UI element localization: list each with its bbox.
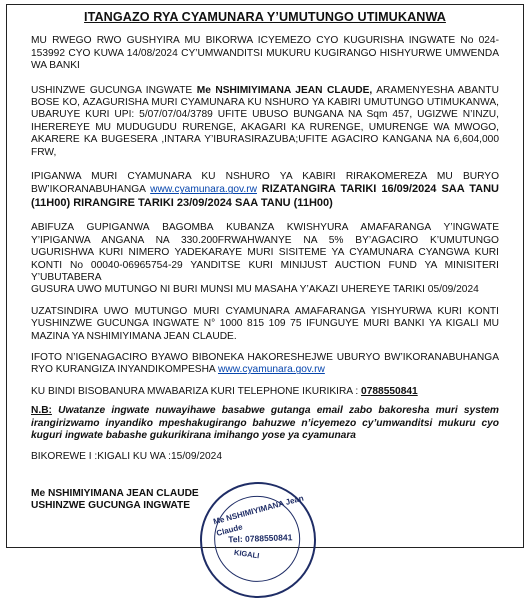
auction-dates: RIZATANGIRA TARIKI 16/09/2024 SAA TANU (11H00) RIRANGIRE TARIKI 23/09/2024 SAA TANU (11H00) (31, 183, 499, 209)
paragraph-execution-order: MU RWEGO RWO GUSHYIRA MU BIKORWA ICYEMEZO CYO KUGURISHA INGWATE No 024-153992 CYO KUWA 14/08/2024 CY’UMWANDITSI MUKURU KUGIRANGO HISHYURWE UMWENDA WA BANKI (31, 35, 499, 72)
cyamunara-website-link[interactable]: www.cyamunara.gov.rw (150, 184, 257, 196)
nb-label: N.B: (31, 405, 52, 417)
paragraph-nota-bene (31, 405, 499, 442)
paragraph-auction-schedule (31, 171, 499, 210)
guarantor-name: Me NSHIMIYIMANA JEAN CLAUDE, (196, 84, 373, 96)
signer-role: USHINZWE GUCUNGA INGWATE (31, 500, 191, 512)
property-description-text: ARAMENYESHA ABANTU BOSE KO, AZAGURISHA MURI CYAMUNARA KU NSHURO YA KABIRI UMUTUNGO UTIMUKANWA, UBARUYE KURI UPI: 5/07/07/04/3789 UFITE UBUSO BUNGANA NA Sqm 457, UGIZWE N’INZU, IHEREREYE MU MUDUGUDU RURENGE, AKAGARI KA RURENGE, UMURENGE WA MWOGO, AKARERE KA BUGESERA ,INTARA Y’IBURASIRAZUBA;UFITE AGACIRO KANGANA NA 6,604,000 FRW, (31, 84, 499, 158)
paragraph-visiting-hours: GUSURA UWO MUTUNGO NI BURI MUNSI MU MASAHA Y’AKAZI UHEREYE TARIKI 05/09/2024 (31, 284, 479, 296)
stamp-name-text: Me NSHIMIYIMANA Jean Claude (212, 493, 305, 539)
contact-text: KU BINDI BISOBANURA MWABARIZA KURI TELEPHONE IKURIKIRA : (31, 385, 359, 397)
paragraph-payment-account: UZATSINDIRA UWO MUTUNGO MURI CYAMUNARA AMAFARANGA YISHYURWA KURI KONTI YUSHINZWE GUCUNGA INGWATE N° 1000 815 109 75 IFUNGUYE MURI BANKI YA KIGALI MU MAZINA YA NSHIMIYIMANA JEAN CLAUDE. (31, 305, 499, 342)
contact-phone-number: 0788550841 (361, 385, 418, 397)
cyamunara-website-link-2[interactable]: www.cyamunara.gov.rw (218, 364, 325, 376)
paragraph-contact-phone (31, 386, 499, 398)
stamp-city-text: KIGALI (233, 547, 260, 561)
paragraph-bidding-deposit: ABIFUZA GUPIGANWA BAGOMBA KUBANZA KWISHYURA AMAFARANGA Y’INGWATE Y’IPIGANWA ANGANA NA 330.200FRWAHWANYE NA 5% BY’AGACIRO K’UMUTUNGO UGURISHWA KURI NIMERO YADEKARAYE MURI SISITEME YA CYAMUNARA CYANGWA KURI KONTI No 00040-06965754-29 YANDITSE KURI MINIJUST AUCTION FUND YA MINISITERI Y’UBUTABERA (31, 222, 499, 283)
document-title: ITANGAZO RYA CYAMUNARA Y’UMUTUNGO UTIMUKANWA (84, 10, 446, 24)
auction-method-text: IPIGANWA MURI CYAMUNARA KU NSHURO YA KABIRI RIRAKOMEREZA MU BURYO BW’IKORANABUHANGA (31, 171, 499, 196)
stamp-phone-text: Tel: 0788550841 (228, 532, 293, 545)
paragraph-property-description (31, 85, 499, 159)
signer-name: Me NSHIMIYIMANA JEAN CLAUDE (31, 487, 199, 499)
guarantor-role-lead: USHINZWE GUCUNGA INGWATE (31, 84, 193, 96)
auction-notice-document (6, 4, 524, 561)
paragraph-photo-valuation (31, 352, 499, 377)
place-and-date: BIKOREWE I :KIGALI KU WA :15/09/2024 (31, 451, 222, 463)
nb-text: Uwatanze ingwate nuwayihawe basabwe gutanga email zabo bakoresha muri system irangirizwamo inyandiko mpeshakugirango bahuzwe n’icyemezo cy’umwanditsi mukuru cyo kuguri ingwate babashe gukurikirana imihango yose ya cyamunara (31, 405, 499, 441)
photo-valuation-text: IFOTO N’IGENAGACIRO BYAWO BIBONEKA HAKORESHEJWE UBURYO BW’IKORANABUHANGA RYO KURANGIZA INYANDIKOMPESHA (31, 351, 499, 376)
